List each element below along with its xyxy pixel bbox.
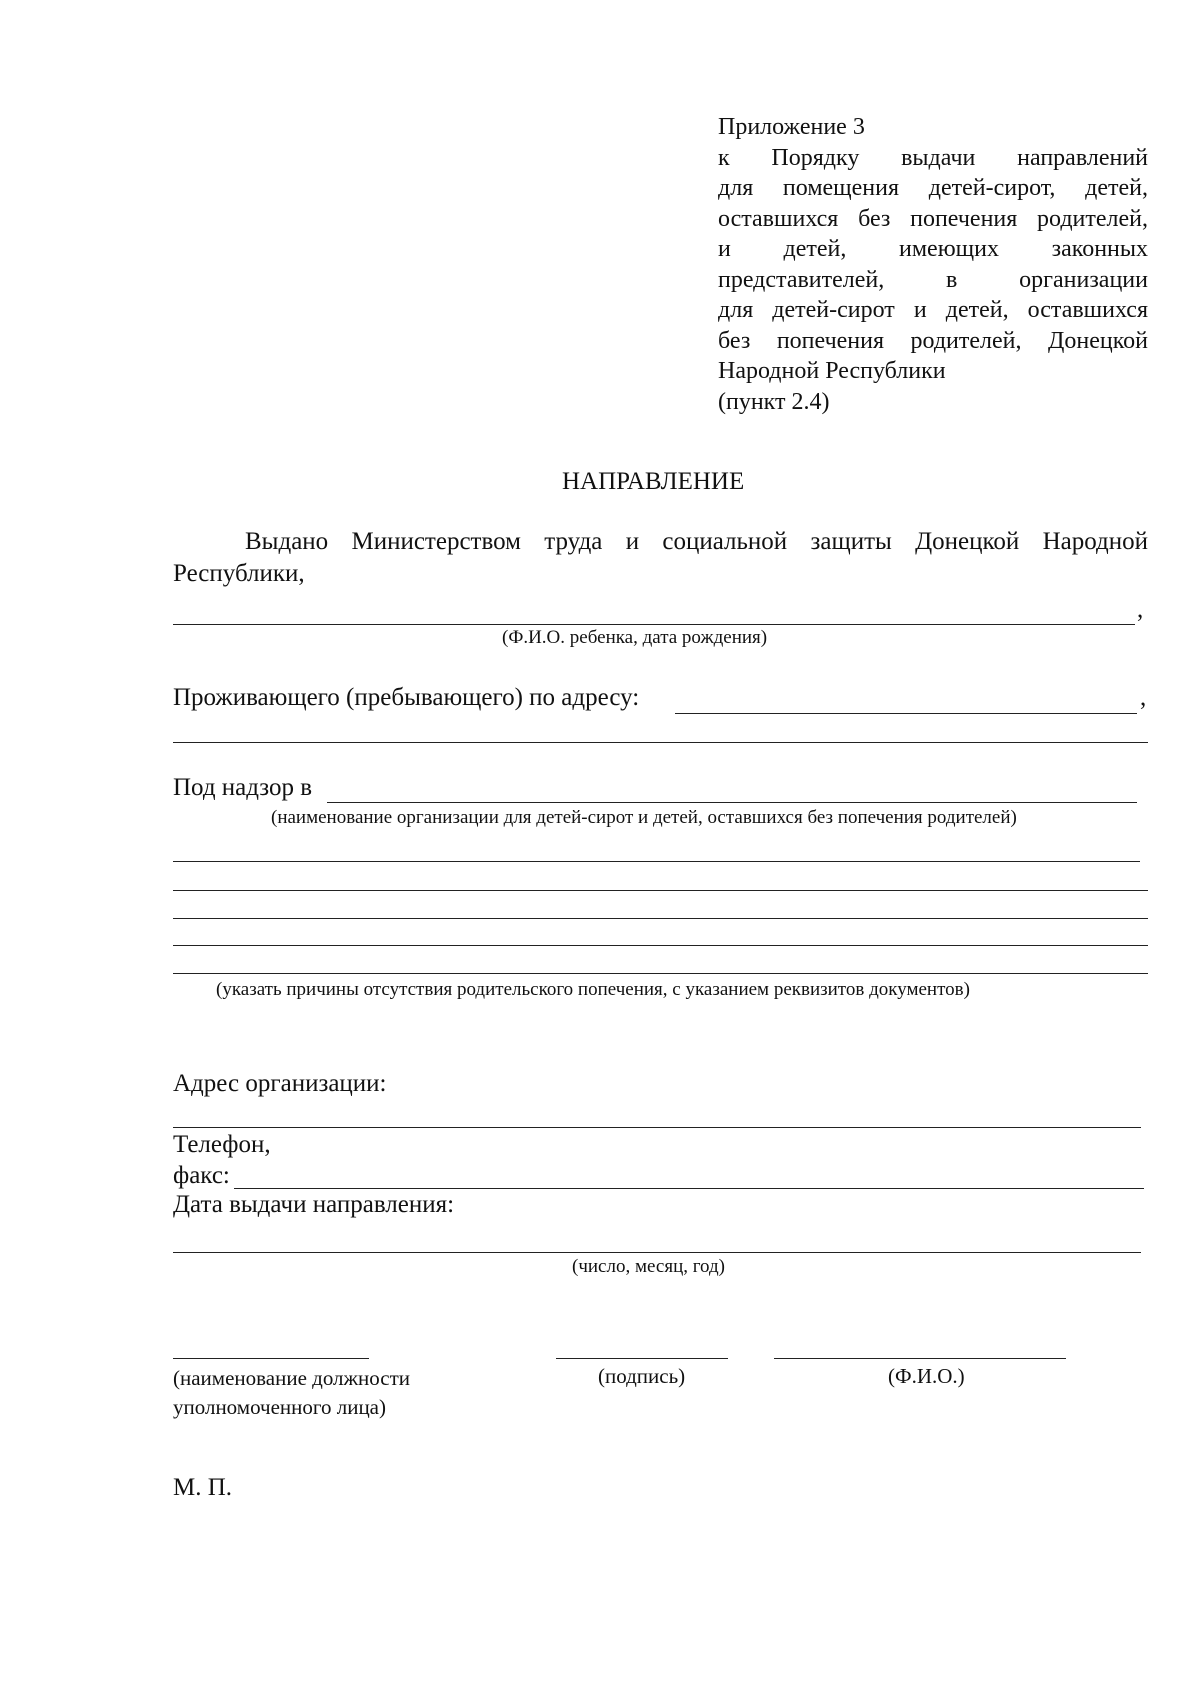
child-fio-field[interactable] [173,624,1135,625]
fio-field[interactable] [774,1358,1066,1359]
appendix-line: Приложение 3 [718,114,865,140]
position-caption-line-1: (наименование должности [173,1366,411,1390]
issued-line-1: Выдано Министерством труда и социальной защиты Донецкой Народной [245,528,1148,555]
issued-paragraph [173,526,1148,590]
issue-date-caption: (число, месяц, год) [572,1256,726,1277]
phone-label: Телефон, [173,1131,271,1158]
position-caption-line-2: уполномоченного лица) [173,1395,386,1419]
address-comma: , [1140,684,1147,711]
address-label: Проживающего (пребывающего) по адресу: [173,684,640,711]
org-address-label: Адрес организации: [173,1070,387,1097]
appendix-line: оставшихся без попечения родителей, [718,205,1148,232]
position-field[interactable] [173,1358,369,1359]
stamp-placeholder: М. П. [173,1474,233,1501]
supervision-caption: (наименование организации для детей-сирот и детей, оставшихся без попечения родителей) [271,807,1017,828]
appendix-line: к Порядку выдачи направлений [718,144,1148,171]
reasons-field-line-4[interactable] [173,945,1148,946]
org-address-field[interactable] [173,1127,1141,1128]
signature-field[interactable] [556,1358,728,1359]
appendix-line: для детей-сирот и детей, оставшихся [718,297,1148,323]
issued-line-2: Республики, [173,560,305,587]
reasons-caption: (указать причины отсутствия родительского попечения, с указанием реквизитов документов) [216,979,970,1000]
appendix-line: для помещения детей-сирот, детей, [718,175,1148,201]
fax-label: факс: [173,1162,230,1189]
reasons-field-line-5[interactable] [173,973,1148,974]
document-title: НАПРАВЛЕНИЕ [562,468,745,495]
signature-caption: (подпись) [598,1364,686,1388]
child-fio-comma: , [1137,596,1144,623]
address-field[interactable] [675,713,1137,714]
reasons-field-line-1a[interactable] [173,861,1069,862]
phone-fax-field[interactable] [234,1188,1144,1189]
appendix-line: без попечения родителей, Донецкой [718,327,1148,354]
issue-date-field[interactable] [173,1252,1141,1253]
child-fio-caption: (Ф.И.О. ребенка, дата рождения) [502,627,768,648]
reasons-field-line-2[interactable] [173,890,1148,891]
appendix-block [718,112,1148,417]
fio-caption: (Ф.И.О.) [888,1364,965,1388]
supervision-field[interactable] [327,802,1137,803]
supervision-label: Под надзор в [173,774,313,801]
position-caption [173,1364,410,1422]
appendix-line: представителей, в организации [718,266,1148,293]
appendix-line: (пункт 2.4) [718,388,830,415]
reasons-field-line-3[interactable] [173,918,1148,919]
issue-date-label: Дата выдачи направления: [173,1191,455,1218]
reasons-field-line-1b[interactable] [1069,861,1140,862]
appendix-line: Народной Республики [718,358,946,384]
appendix-line: и детей, имеющих законных [718,236,1148,262]
address-field-line-2[interactable] [173,742,1148,743]
